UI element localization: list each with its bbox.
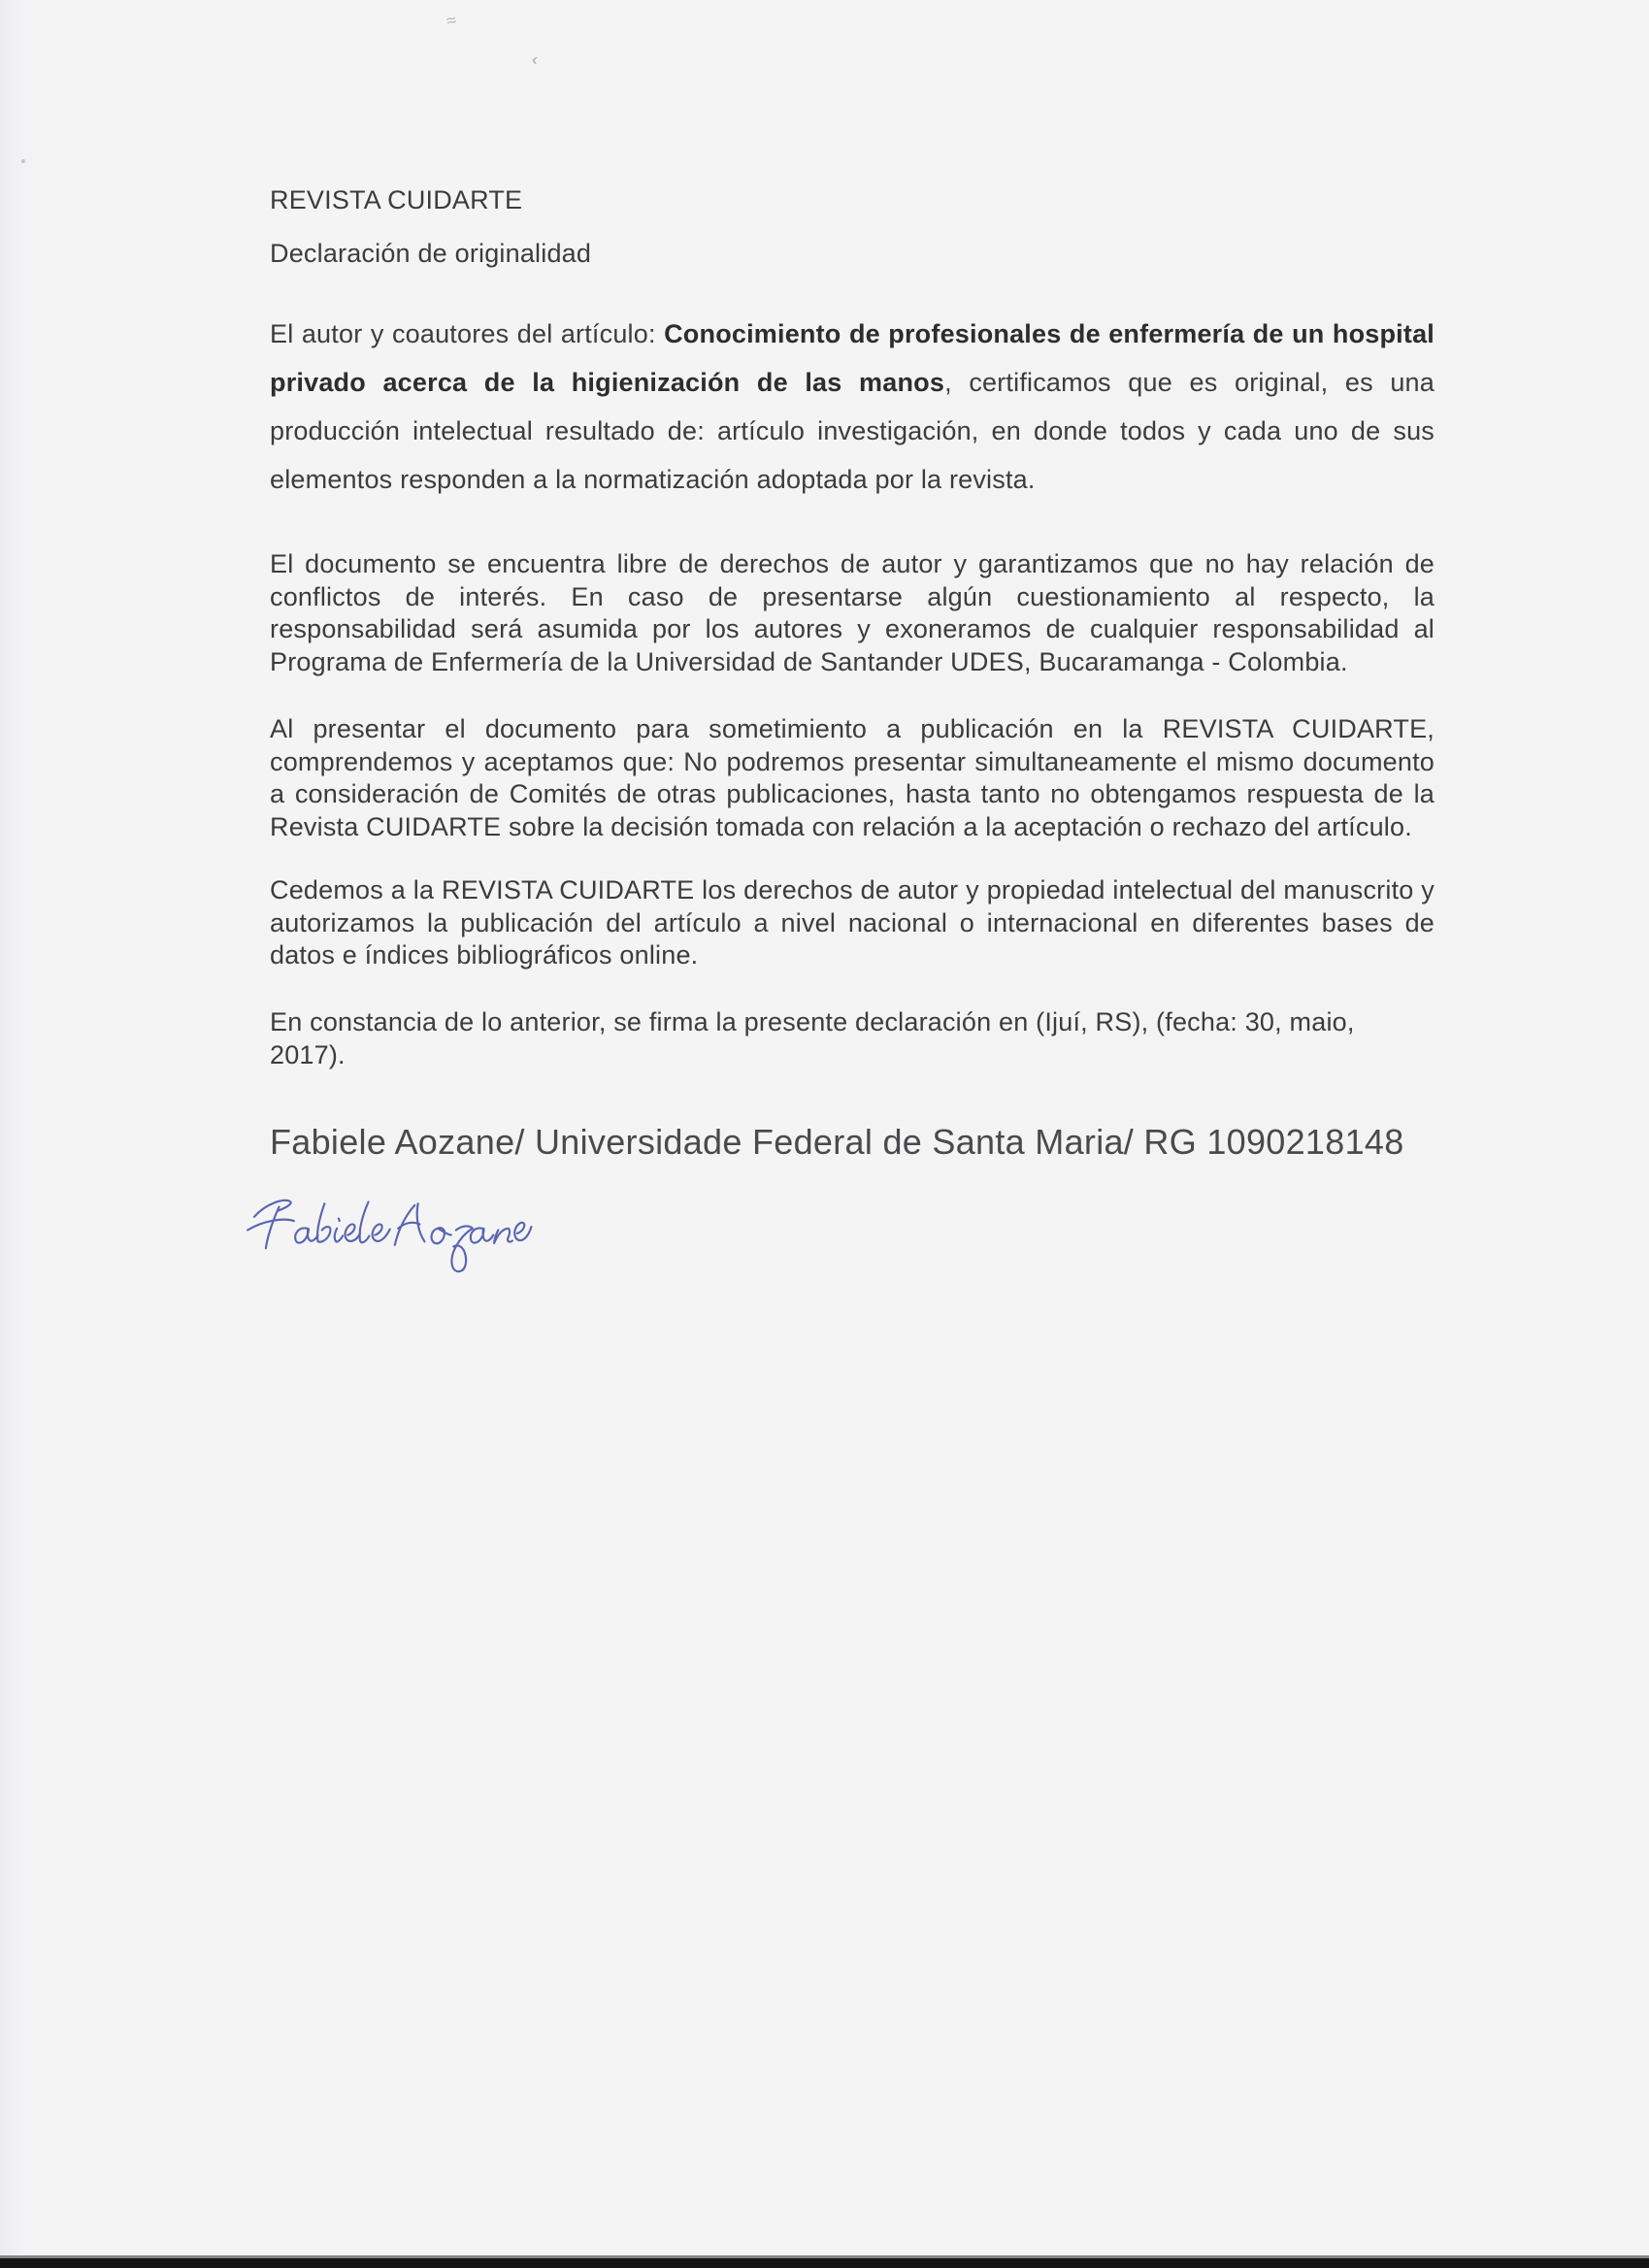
document-title: Declaración de originalidad xyxy=(270,239,592,268)
scan-speck xyxy=(21,159,25,163)
signature-ink-icon xyxy=(243,1176,534,1300)
scan-speck: ≈ xyxy=(445,10,458,31)
cession-paragraph: Cedemos a la REVISTA CUIDARTE los derechos de autor y propiedad intelectual del manuscrito y autorizamos la publicación del artículo a nivel nacional o internacional en diferentes bases de datos e índices bibliográficos online. xyxy=(270,875,1435,970)
scanner-edge-bar xyxy=(0,2255,1649,2268)
signer-identity-line: Fabiele Aozane/ Universidade Federal de Santa Maria/ RG 1090218148 xyxy=(270,1122,1404,1162)
article-title-bold: Conocimiento de profesionales de enfermería de un hospital privado acerca de la higienización de las manos xyxy=(270,319,1435,397)
handwritten-signature xyxy=(243,1176,534,1300)
closing-line: En constancia de lo anterior, se firma la presente declaración en (Ijuí, RS), (fecha: 30, maio, 2017). xyxy=(270,1007,1355,1069)
submission-paragraph: Al presentar el documento para sometimiento a publicación en la REVISTA CUIDARTE, comprendemos y aceptamos que: No podremos presentar simultaneamente el mismo documento a consideración de Comités de otras publicaciones, hasta tanto no obtengamos respuesta de la Revista CUIDARTE sobre la decisión tomada con relación a la aceptación o rechazo del artículo. xyxy=(270,714,1435,841)
intro-suffix: , certificamos que es original, es una producción intelectual resultado de: artículo investigación, en donde todos y cada uno de sus elementos responden a la normatización adoptada por la revista. xyxy=(270,368,1435,494)
copyright-paragraph: El documento se encuentra libre de derechos de autor y garantizamos que no hay relación de conflictos de interés. En caso de presentarse algún cuestionamiento al respecto, la responsabilidad será asumida por los autores y exoneramos de cualquier responsabilidad al Programa de Enfermería de la Universidad de Santander UDES, Bucaramanga - Colombia. xyxy=(270,549,1435,676)
intro-prefix: El autor y coautores del artículo: xyxy=(270,319,665,348)
intro-paragraph xyxy=(270,310,1435,504)
scan-speck: ‹ xyxy=(530,49,540,70)
letterhead: REVISTA CUIDARTE xyxy=(270,185,523,214)
